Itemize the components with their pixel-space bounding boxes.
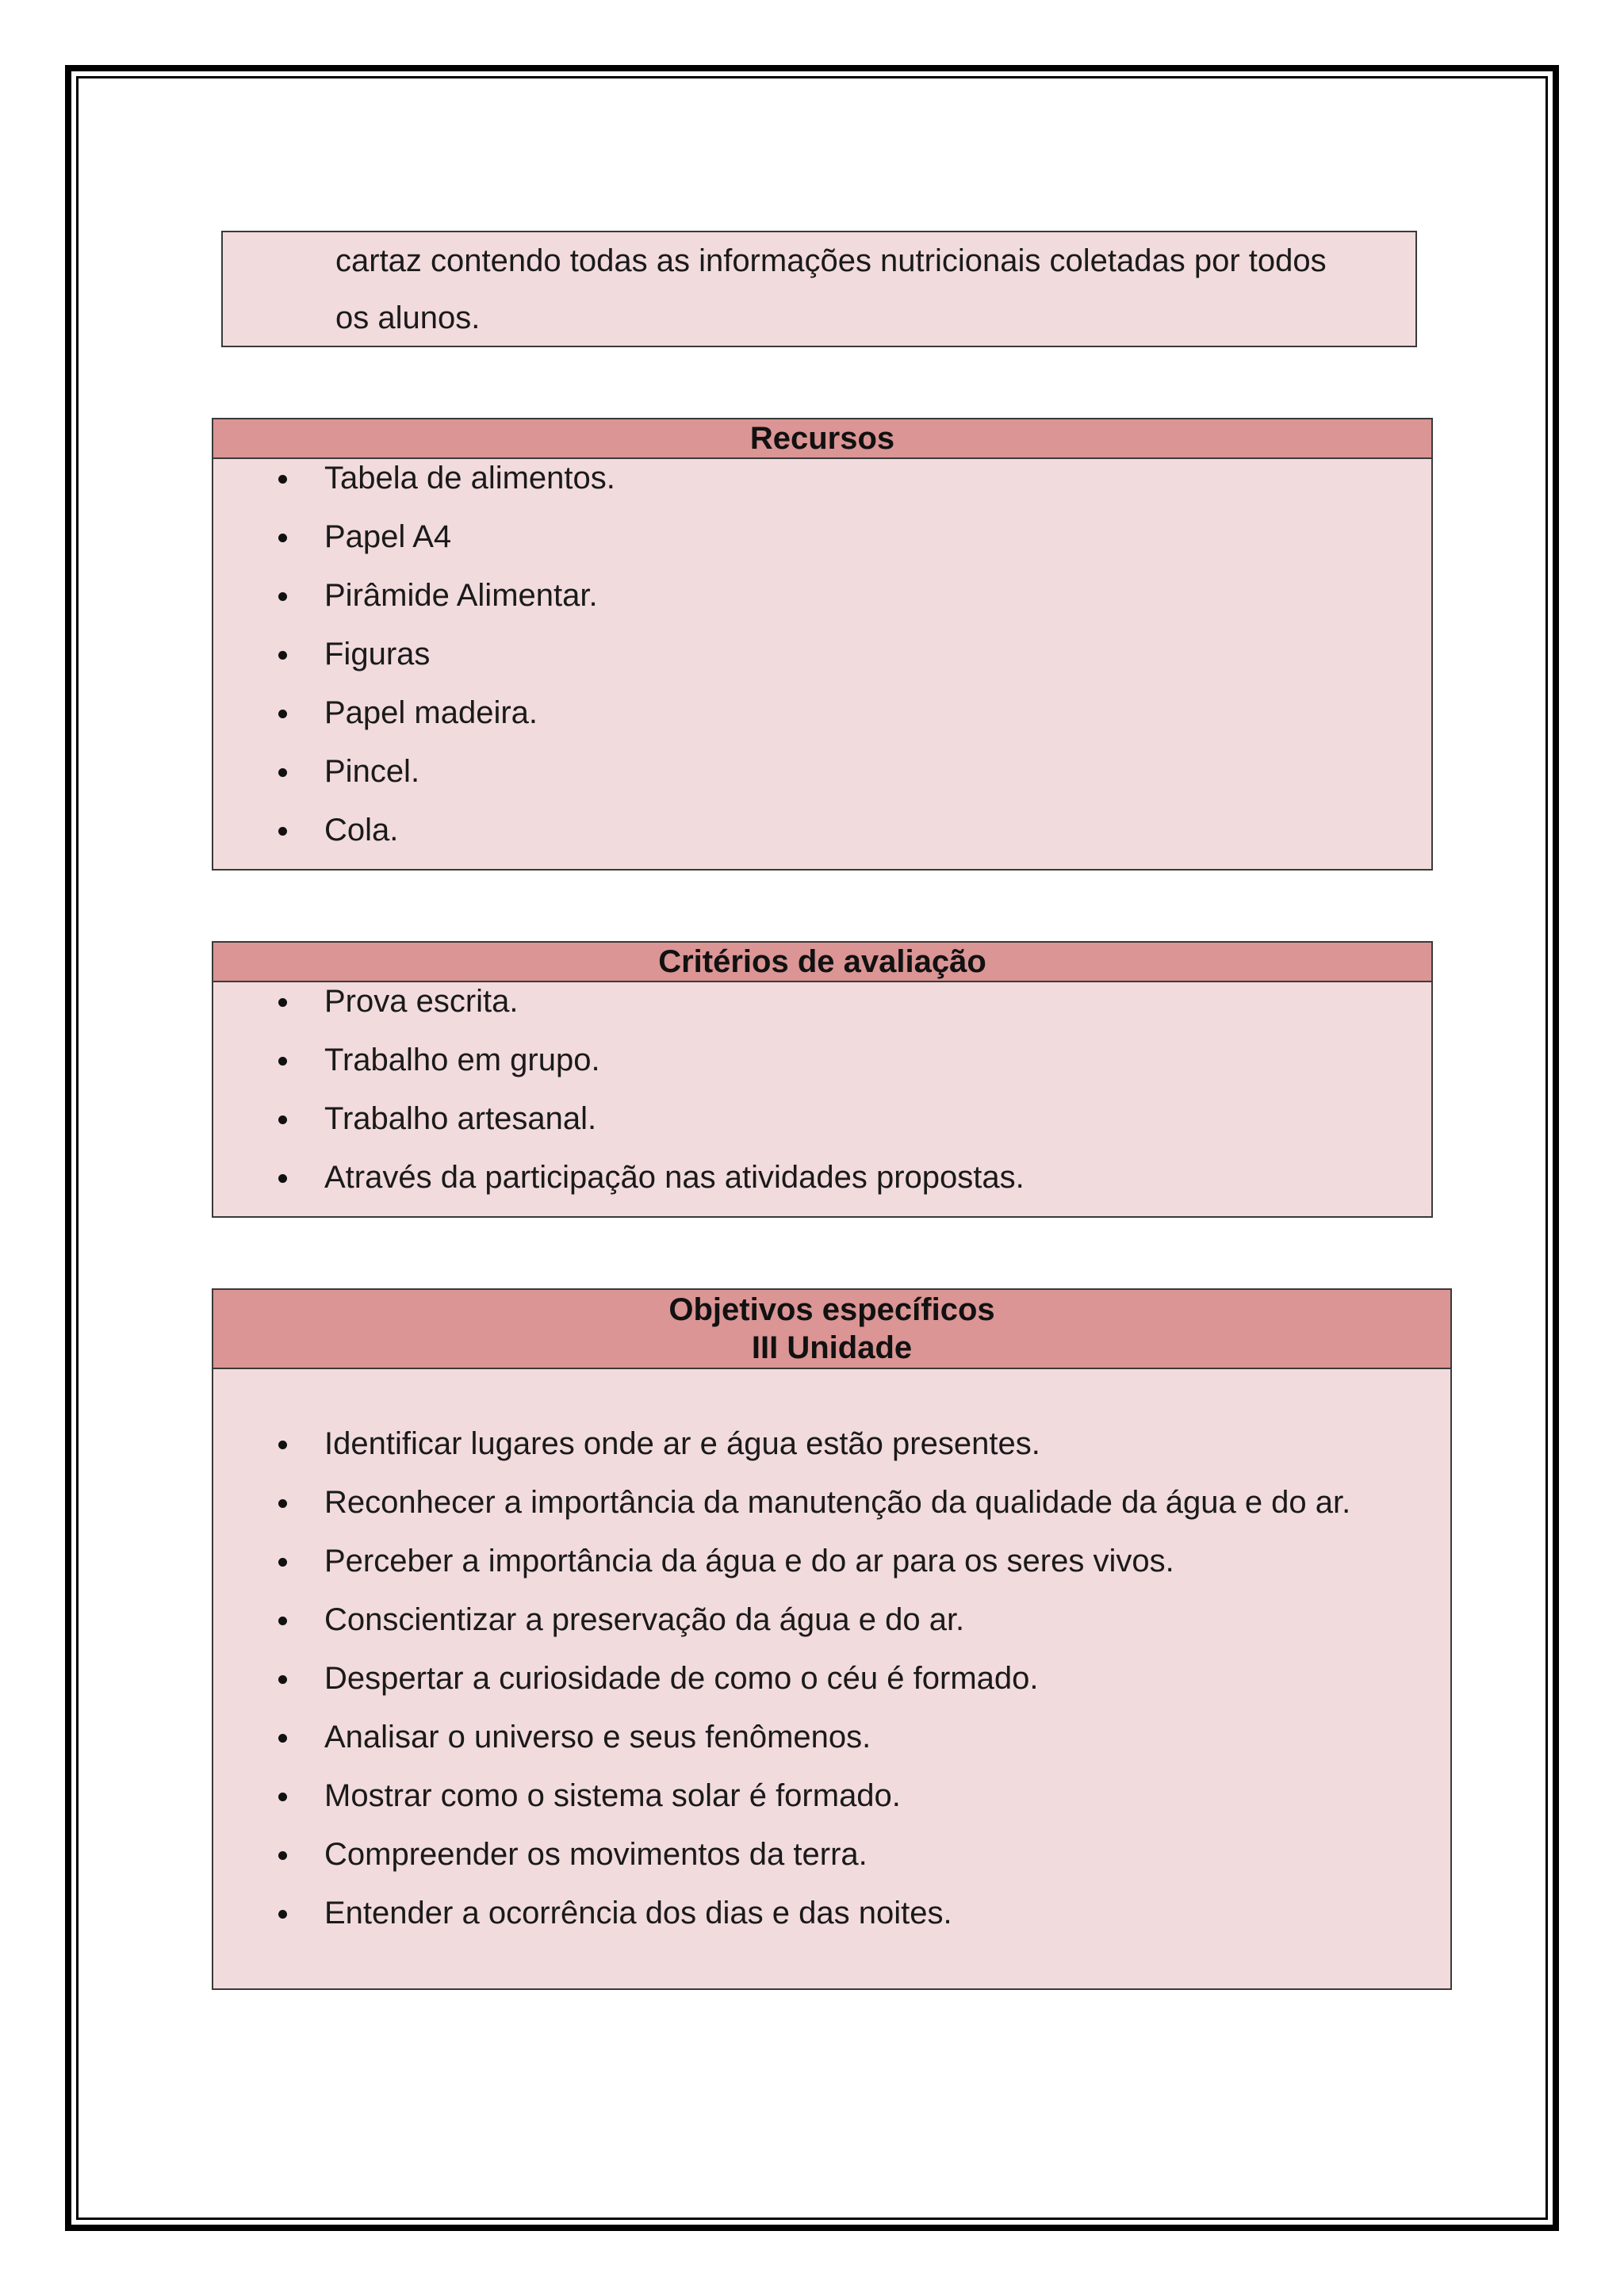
list-item: Analisar o universo e seus fenômenos. (213, 1718, 1450, 1777)
objetivos-subtitle: III Unidade (751, 1330, 913, 1365)
list-item: Papel A4 (213, 518, 1431, 576)
list-item: Tabela de alimentos. (213, 459, 1431, 518)
continuation-box (221, 231, 1417, 347)
list-item: Compreender os movimentos da terra. (213, 1835, 1450, 1894)
list-item: Trabalho em grupo. (213, 1041, 1431, 1100)
list-item: Entender a ocorrência dos dias e das noites. (213, 1894, 1450, 1953)
list-item: Mostrar como o sistema solar é formado. (213, 1777, 1450, 1835)
recursos-table (212, 418, 1433, 871)
objetivos-title: Objetivos específicos (668, 1292, 995, 1327)
list-item: Trabalho artesanal. (213, 1100, 1431, 1158)
recursos-list (213, 459, 1431, 870)
list-item: Através da participação nas atividades propostas. (213, 1158, 1431, 1217)
list-item: Conscientizar a preservação da água e do ar. (213, 1601, 1450, 1659)
recursos-title: Recursos (213, 419, 1431, 459)
continuation-line: os alunos. (335, 300, 481, 335)
objetivos-table (212, 1288, 1452, 1990)
list-item: Cola. (213, 811, 1431, 870)
criterios-table (212, 941, 1433, 1218)
list-item: Pirâmide Alimentar. (213, 576, 1431, 635)
list-item: Figuras (213, 635, 1431, 694)
list-item: Perceber a importância da água e do ar para os seres vivos. (213, 1542, 1450, 1601)
list-item: Reconhecer a importância da manutenção da qualidade da água e do ar. (213, 1483, 1450, 1542)
continuation-text (223, 232, 1415, 346)
list-item: Prova escrita. (213, 982, 1431, 1041)
list-item: Despertar a curiosidade de como o céu é formado. (213, 1659, 1450, 1718)
list-item: Identificar lugares onde ar e água estão presentes. (213, 1425, 1450, 1483)
list-item: Pincel. (213, 752, 1431, 811)
objetivos-header (213, 1290, 1450, 1369)
objetivos-list (213, 1425, 1450, 1953)
continuation-line: cartaz contendo todas as informações nutricionais coletadas por todos (335, 243, 1327, 278)
criterios-title: Critérios de avaliação (213, 943, 1431, 982)
criterios-list (213, 982, 1431, 1217)
list-item: Papel madeira. (213, 694, 1431, 752)
